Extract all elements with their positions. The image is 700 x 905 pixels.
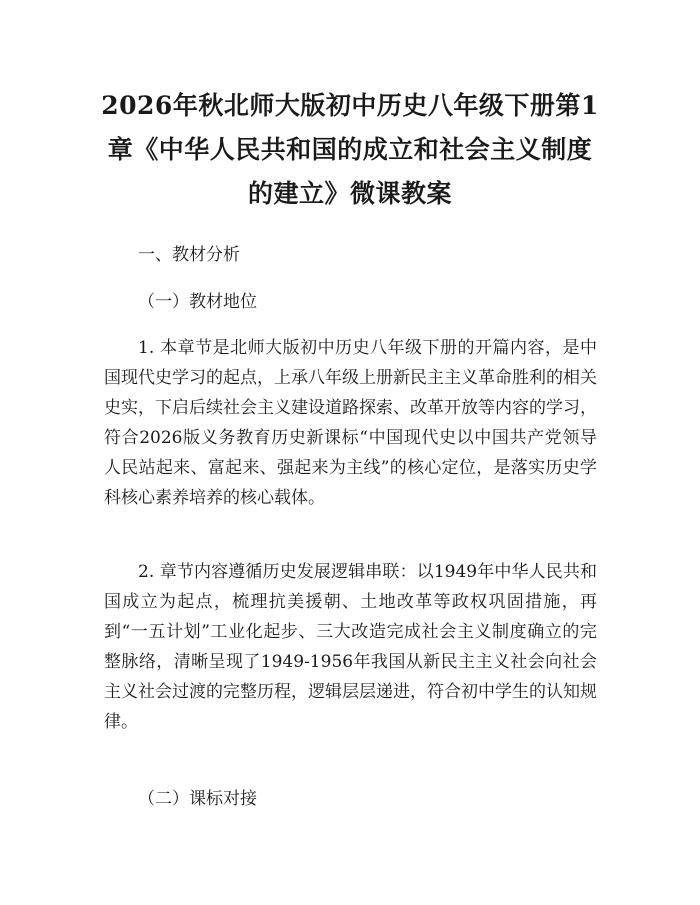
paragraph-2: 2. 章节内容遵循历史发展逻辑串联：以1949年中华人民共和国成立为起点，梳理抗美援朝、土地改革等政权巩固措施，再到“一五计划”工业化起步、三大改造完成社会主义制度确立的完整脉络，清晰呈现了1949-1956年我国从新民主主义社会向社会主义社会过渡的完整历程，逻辑层层递进，符合初中学生的认知规律。	[104, 562, 597, 732]
document-title: 2026年秋北师大版初中历史八年级下册第1章《中华人民共和国的成立和社会主义制度的建立》微课教案	[101, 91, 599, 208]
paragraph-1: 1. 本章节是北师大版初中历史八年级下册的开篇内容，是中国现代史学习的起点，上承八年级上册新民主主义革命胜利的相关史实，下启后续社会主义建设道路探索、改革开放等内容的学习，符合2026版义务教育历史新课标“中国现代史以中国共产党领导人民站起来、富起来、强起来为主线”的核心定位，是落实历史学科核心素养培养的核心载体。	[104, 338, 597, 508]
subsection-heading-curriculum: （二）课标对接	[138, 789, 257, 809]
subsection-heading-position: （一）教材地位	[138, 292, 257, 312]
section-heading: 一、教材分析	[138, 245, 240, 265]
